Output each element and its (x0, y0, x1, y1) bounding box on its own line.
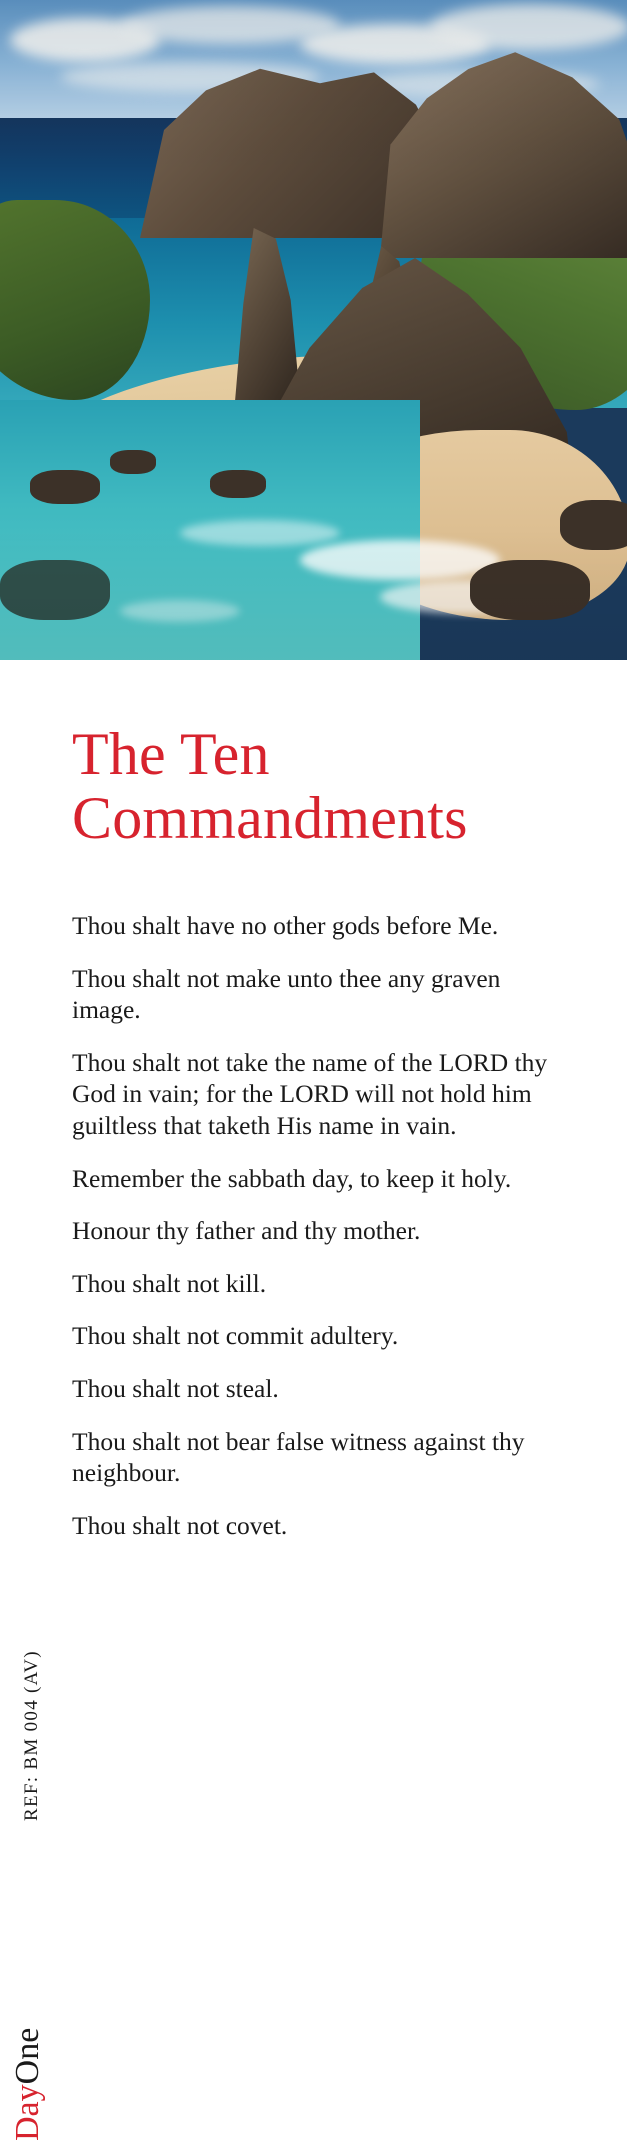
commandment-item: Thou shalt not commit adultery. (72, 1321, 399, 1351)
rock (0, 560, 110, 620)
commandment-item: Thou shalt not steal. (72, 1374, 279, 1404)
text-panel (0, 660, 627, 2048)
reference-code: REF: BM 004 (AV) (21, 1650, 42, 1821)
rock (560, 500, 627, 550)
rock (110, 450, 156, 474)
title-line-1: The Ten (72, 721, 270, 787)
commandment-item: Thou shalt not make unto thee any graven image. (72, 963, 501, 1025)
surf-foam (120, 600, 240, 622)
commandment-item: Thou shalt not kill. (72, 1268, 267, 1298)
commandment-item: Remember the sabbath day, to keep it holy. (72, 1163, 512, 1193)
rock (30, 470, 100, 504)
cloud (430, 4, 627, 50)
commandment-item: Thou shalt not bear false witness against thy neighbour. (72, 1426, 525, 1488)
title-line-2: Commandments (72, 785, 468, 852)
brand-day: Day (9, 2084, 46, 2141)
commandment-item: Thou shalt not covet. (72, 1510, 288, 1540)
surf-foam (300, 540, 500, 580)
publisher-logo (9, 1641, 47, 2141)
rock (210, 470, 266, 498)
brand-one: One (9, 2027, 46, 2085)
commandment-item: Thou shalt not take the name of the LORD thy God in vain; for the LORD will not hold him guiltless that taketh His name in vain. (72, 1047, 548, 1141)
surf-foam (180, 520, 340, 546)
coastal-photo (0, 0, 627, 660)
commandment-item: Thou shalt have no other gods before Me. (72, 911, 499, 940)
commandments-list (72, 910, 564, 1542)
page-title (72, 722, 572, 850)
rock (470, 560, 590, 620)
side-margin (0, 660, 72, 2141)
commandment-item: Honour thy father and thy mother. (72, 1216, 421, 1246)
